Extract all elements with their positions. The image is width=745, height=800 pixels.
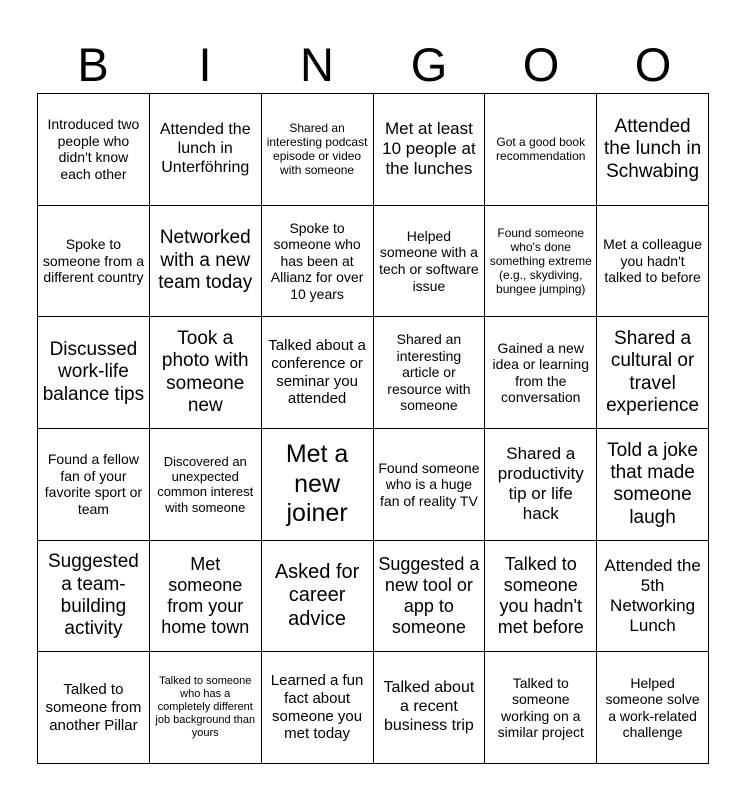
bingo-cell[interactable]: Met at least 10 people at the lunches bbox=[374, 94, 486, 206]
bingo-cell[interactable]: Asked for career advice bbox=[262, 541, 374, 653]
bingo-cell[interactable]: Told a joke that made someone laugh bbox=[597, 429, 709, 541]
header-letter: O bbox=[634, 38, 672, 91]
bingo-cell[interactable]: Spoke to someone from a different country bbox=[38, 206, 150, 318]
bingo-cell[interactable]: Helped someone with a tech or software issue bbox=[374, 206, 486, 318]
bingo-cell[interactable]: Talked about a recent business trip bbox=[374, 652, 486, 764]
bingo-cell[interactable]: Found someone who is a huge fan of reality TV bbox=[374, 429, 486, 541]
bingo-cell[interactable]: Met a new joiner bbox=[262, 429, 374, 541]
bingo-cell[interactable]: Discussed work-life balance tips bbox=[38, 317, 150, 429]
bingo-cell[interactable]: Suggested a new tool or app to someone bbox=[374, 541, 486, 653]
bingo-cell[interactable]: Shared a cultural or travel experience bbox=[597, 317, 709, 429]
bingo-cell[interactable]: Talked to someone who has a completely different job background than yours bbox=[150, 652, 262, 764]
header-letter: G bbox=[410, 38, 448, 91]
bingo-cell[interactable]: Shared a productivity tip or life hack bbox=[485, 429, 597, 541]
bingo-cell[interactable]: Met someone from your home town bbox=[150, 541, 262, 653]
bingo-cell[interactable]: Met a colleague you hadn't talked to before bbox=[597, 206, 709, 318]
bingo-cell[interactable]: Spoke to someone who has been at Allianz for over 10 years bbox=[262, 206, 374, 318]
bingo-cell[interactable]: Found someone who's done something extreme (e.g., skydiving, bungee jumping) bbox=[485, 206, 597, 318]
bingo-cell[interactable]: Talked to someone working on a similar project bbox=[485, 652, 597, 764]
bingo-cell[interactable]: Shared an interesting podcast episode or video with someone bbox=[262, 94, 374, 206]
bingo-cell[interactable]: Discovered an unexpected common interest with someone bbox=[150, 429, 262, 541]
bingo-cell[interactable]: Attended the lunch in Schwabing bbox=[597, 94, 709, 206]
bingo-cell[interactable]: Took a photo with someone new bbox=[150, 317, 262, 429]
bingo-cell[interactable]: Introduced two people who didn't know each other bbox=[38, 94, 150, 206]
bingo-board bbox=[37, 93, 709, 764]
bingo-cell[interactable]: Attended the lunch in Unterföhring bbox=[150, 94, 262, 206]
header-letter: I bbox=[198, 38, 212, 91]
bingo-cell[interactable]: Gained a new idea or learning from the conversation bbox=[485, 317, 597, 429]
bingo-cell[interactable]: Networked with a new team today bbox=[150, 206, 262, 318]
bingo-cell[interactable]: Helped someone solve a work-related challenge bbox=[597, 652, 709, 764]
bingo-cell[interactable]: Found a fellow fan of your favorite sport or team bbox=[38, 429, 150, 541]
bingo-cell[interactable]: Learned a fun fact about someone you met today bbox=[262, 652, 374, 764]
header-letter: B bbox=[77, 38, 109, 91]
bingo-cell[interactable]: Talked about a conference or seminar you attended bbox=[262, 317, 374, 429]
bingo-header bbox=[37, 36, 709, 94]
bingo-cell[interactable]: Got a good book recommendation bbox=[485, 94, 597, 206]
bingo-cell[interactable]: Talked to someone from another Pillar bbox=[38, 652, 150, 764]
header-letter: O bbox=[522, 38, 560, 91]
bingo-cell[interactable]: Suggested a team-building activity bbox=[38, 541, 150, 653]
bingo-cell[interactable]: Attended the 5th Networking Lunch bbox=[597, 541, 709, 653]
header-letter: N bbox=[300, 38, 334, 91]
bingo-cell[interactable]: Shared an interesting article or resource with someone bbox=[374, 317, 486, 429]
bingo-cell[interactable]: Talked to someone you hadn't met before bbox=[485, 541, 597, 653]
